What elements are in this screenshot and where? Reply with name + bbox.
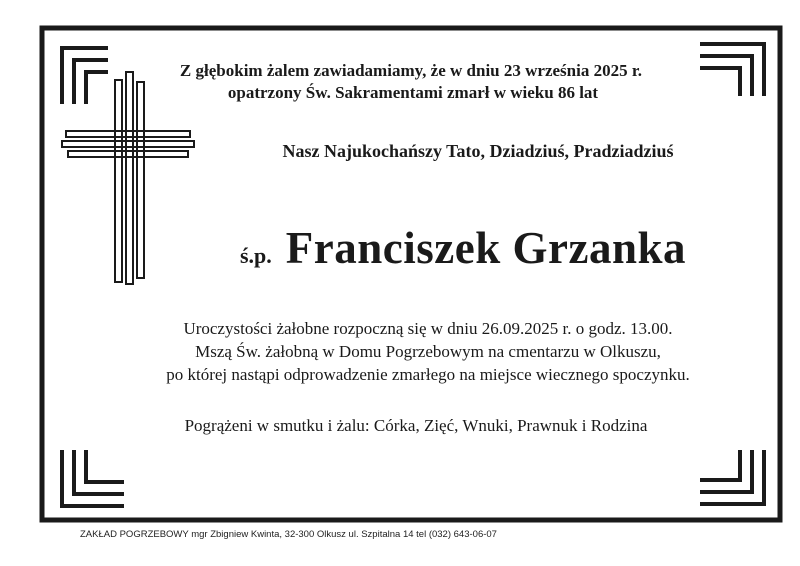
intro-line-age: opatrzony Św. Sakramentami zmarł w wieku 86 lat [227, 83, 599, 102]
ceremony-line-mass: Mszą Św. żałobną w Domu Pogrzebowym na cmentarzu w Olkuszu, [195, 342, 661, 361]
funeral-home-footer: ZAKŁAD POGRZEBOWY mgr Zbigniew Kwinta, 32-300 Olkusz ul. Szpitalna 14 tel (032) 643-06-07 [80, 529, 497, 540]
corner-ornament-icon [700, 450, 764, 504]
ceremony-line-date: Uroczystości żałobne rozpoczną się w dniu 26.09.2025 r. o godz. 13.00. [183, 319, 673, 338]
name-prefix: ś.p. [240, 243, 272, 268]
cross-icon [62, 72, 194, 284]
deceased-name: Franciszek Grzanka [285, 223, 686, 273]
mourners-line: Pogrążeni w smutku i żalu: Córka, Zięć, Wnuki, Prawnuk i Rodzina [184, 416, 648, 435]
deceased-name-row [240, 222, 686, 274]
corner-ornament-icon [700, 44, 764, 96]
intro-line-date: Z głębokim żalem zawiadamiamy, że w dniu 23 września 2025 r. [179, 61, 643, 80]
family-heading: Nasz Najukochańszy Tato, Dziadziuś, Pradziadziuś [282, 141, 674, 161]
corner-ornament-icon [62, 48, 108, 104]
corner-ornament-icon [62, 450, 124, 506]
ceremony-line-burial: po której nastąpi odprowadzenie zmarłego na miejsce wiecznego spoczynku. [166, 365, 690, 384]
